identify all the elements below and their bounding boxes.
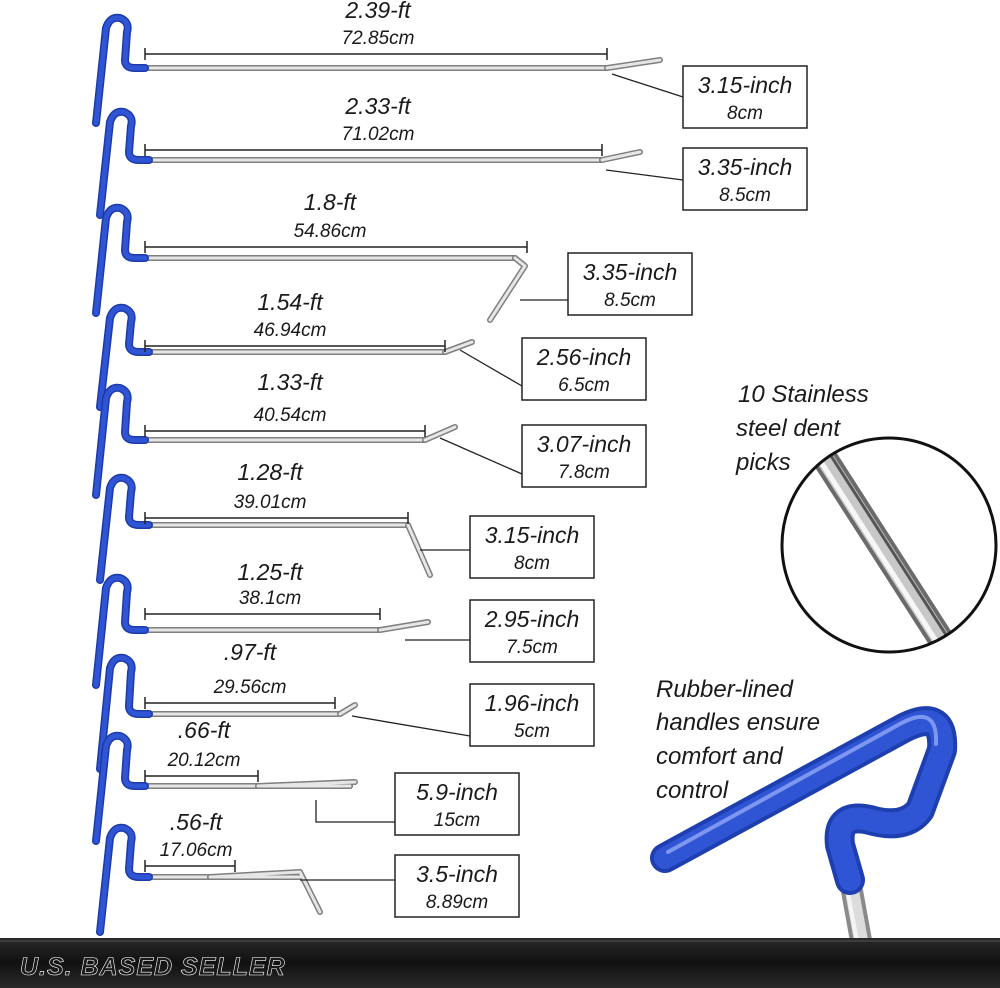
steel-magnifier-circle: [782, 417, 996, 703]
banner-text: U.S. BASED SELLER: [20, 953, 286, 981]
leader-line: [606, 170, 683, 180]
length-ft-label: .56-ft: [169, 809, 223, 835]
tip-cm-label: 7.8cm: [558, 462, 610, 483]
handles-line-2: handles ensure: [656, 709, 821, 736]
handles-line-4: control: [656, 777, 729, 804]
length-ft-label: 1.25-ft: [237, 559, 303, 585]
dent-pick-9: [96, 717, 519, 841]
tip-inch-label: 2.56-inch: [536, 344, 632, 370]
tip-size-box: [395, 855, 519, 917]
tip-cm-label: 8cm: [727, 103, 763, 124]
blue-handle-highlight: [96, 578, 145, 685]
length-cm-label: 71.02cm: [341, 124, 415, 145]
length-cm-label: 38.1cm: [238, 588, 302, 609]
handles-line-1: Rubber-lined: [656, 676, 793, 703]
tip-cm-label: 8.89cm: [425, 892, 489, 913]
stainless-line-1: 10 Stainless: [738, 381, 869, 408]
tip-inch-label: 3.5-inch: [416, 861, 498, 887]
length-cm-label: 54.86cm: [293, 221, 367, 242]
length-ft-label: 1.54-ft: [257, 289, 323, 315]
tip-size-box: [470, 516, 594, 578]
tip-size-box: [395, 773, 519, 835]
steel-tip-highlight: [210, 872, 320, 912]
tip-cm-label: 8cm: [514, 553, 550, 574]
tip-cm-label: 8.5cm: [604, 290, 656, 311]
length-ft-label: 2.39-ft: [345, 0, 411, 23]
tip-size-box: [522, 338, 646, 400]
tip-inch-label: 3.15-inch: [484, 522, 580, 548]
tip-inch-label: 5.9-inch: [416, 779, 498, 805]
tip-cm-label: 6.5cm: [558, 375, 610, 396]
length-ft-label: .97-ft: [223, 639, 277, 665]
tip-cm-label: 15cm: [433, 810, 481, 831]
tip-inch-label: 2.95-inch: [484, 606, 580, 632]
dent-pick-4: [100, 289, 646, 407]
tip-cm-label: 5cm: [514, 721, 550, 742]
length-cm-label: 72.85cm: [341, 28, 415, 49]
tip-inch-label: 3.35-inch: [582, 259, 678, 285]
length-ft-label: 1.33-ft: [257, 369, 323, 395]
tip-cm-label: 7.5cm: [506, 637, 558, 658]
length-ft-label: 2.33-ft: [345, 93, 411, 119]
us-based-seller-banner: [0, 938, 1000, 988]
length-cm-label: 17.06cm: [159, 840, 233, 861]
length-cm-label: 20.12cm: [167, 750, 241, 771]
leader-line: [460, 350, 522, 386]
stainless-line-3: picks: [736, 449, 791, 476]
tip-size-box: [470, 600, 594, 662]
tip-cm-label: 8.5cm: [719, 185, 771, 206]
tip-size-box: [568, 253, 692, 315]
length-ft-label: .66-ft: [177, 717, 231, 743]
blue-handle-highlight: [96, 208, 145, 313]
tip-inch-label: 3.35-inch: [697, 154, 793, 180]
tip-inch-label: 3.07-inch: [536, 431, 632, 457]
length-cm-label: 29.56cm: [213, 677, 287, 698]
tip-size-box: [470, 684, 594, 746]
leader-line: [316, 800, 395, 822]
tip-inch-label: 3.15-inch: [697, 72, 793, 98]
tip-inch-label: 1.96-inch: [484, 690, 580, 716]
dent-pick-3: [96, 189, 692, 320]
blue-handle-highlight: [96, 18, 145, 123]
leader-line: [352, 716, 470, 736]
leader-line: [440, 438, 522, 474]
steel-tip-highlight: [445, 342, 472, 352]
length-cm-label: 40.54cm: [253, 405, 327, 426]
dent-pick-6: [100, 459, 594, 580]
tip-size-box: [522, 425, 646, 487]
stainless-steel-callout: [735, 381, 996, 703]
length-cm-label: 39.01cm: [233, 492, 307, 513]
tip-size-box: [683, 148, 807, 210]
length-ft-label: 1.8-ft: [303, 189, 357, 215]
leader-line: [612, 74, 683, 97]
stainless-line-2: steel dent: [736, 415, 841, 442]
length-ft-label: 1.28-ft: [237, 459, 303, 485]
tip-size-box: [683, 66, 807, 128]
handles-line-3: comfort and: [656, 743, 783, 770]
dent-pick-1: [96, 0, 807, 128]
length-cm-label: 46.94cm: [253, 320, 327, 341]
